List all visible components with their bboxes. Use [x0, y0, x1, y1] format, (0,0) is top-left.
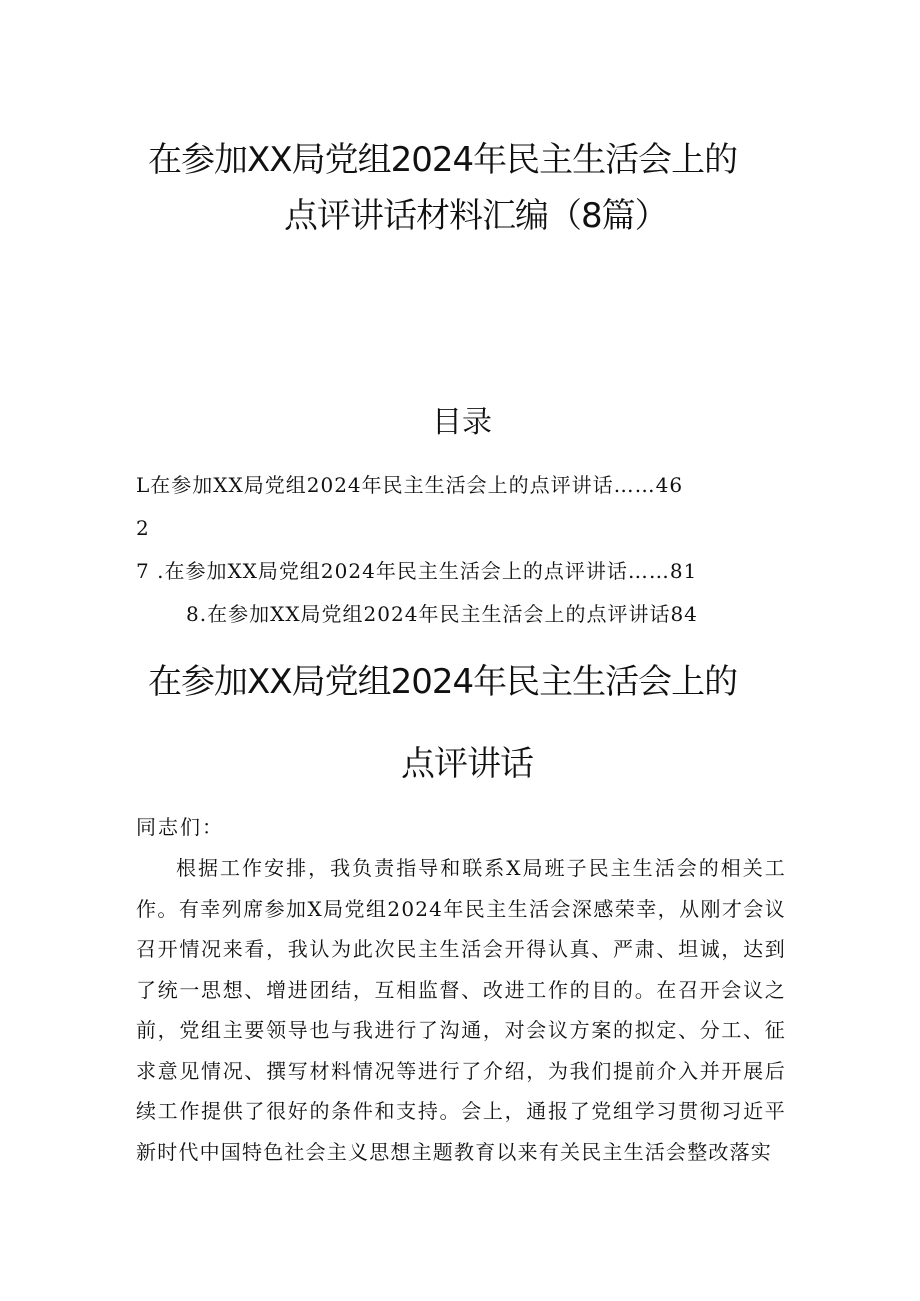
article-title-line-2: 点评讲话: [401, 744, 533, 784]
document-title-line-1: 在参加XX局党组2024年民主生活会上的: [148, 140, 738, 180]
salutation: 同志们：: [136, 815, 224, 839]
toc-entry: 7 .在参加XX局党组2024年民主生活会上的点评讲话……81: [136, 559, 698, 583]
toc-entry: 8.在参加XX局党组2024年民主生活会上的点评讲话84: [186, 602, 698, 626]
toc-entry: L在参加XX局党组2024年民主生活会上的点评讲话……46: [136, 473, 684, 497]
article-title-line-1: 在参加XX局党组2024年民主生活会上的: [148, 662, 738, 702]
body-paragraph: 根据工作安排，我负责指导和联系X局班子民主生活会的相关工作。有幸列席参加X局党组2024年民主生活会深感荣幸，从刚才会议召开情况来看，我认为此次民主生活会开得认真、严肃、坦诚，达到了统一思想、增进团结，互相监督、改进工作的目的。在召开会议之前，党组主要领导也与我进行了沟通，对会议方案的拟定、分工、征求意见情况、撰写材料情况等进行了介绍，为我们提前介入并开展后续工作提供了很好的条件和支持。会上，通报了党组学习贯彻习近平新时代中国特色社会主义思想主题教育以来有关民主生活会整改落实: [136, 856, 786, 1164]
toc-heading: 目录: [432, 405, 492, 440]
document-title-line-2: 点评讲话材料汇编（8篇）: [284, 196, 668, 236]
toc-entry: 2: [136, 516, 150, 540]
